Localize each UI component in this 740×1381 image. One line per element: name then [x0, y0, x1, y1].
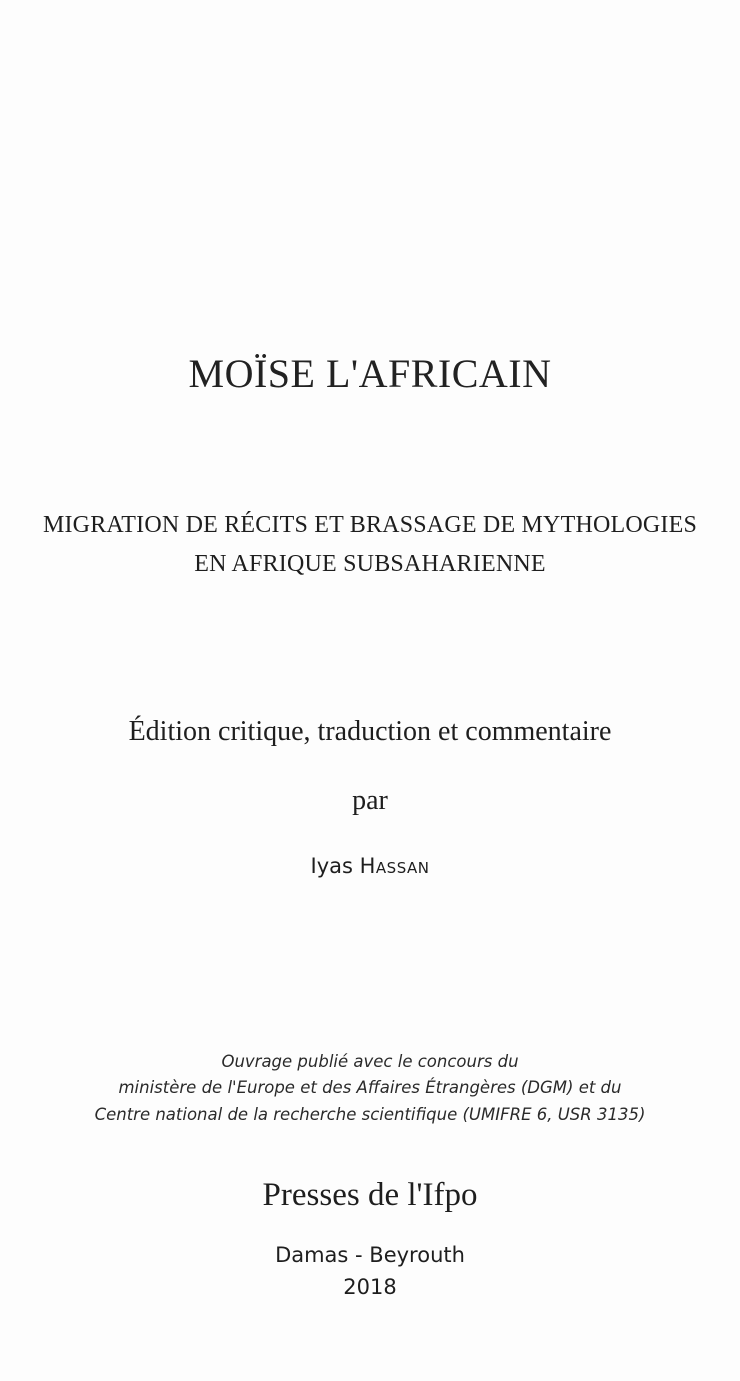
support-note-line-2: ministère de l'Europe et des Affaires Étrangères (DGM) et du — [118, 1078, 622, 1097]
author-name — [0, 854, 740, 878]
author-last-name: Hassan — [359, 854, 430, 878]
publication-year: 2018 — [343, 1275, 397, 1299]
edition-statement: Édition critique, traduction et commentaire — [128, 716, 612, 747]
publication-place: Damas - Beyrouth — [275, 1243, 465, 1267]
by-label: par — [352, 785, 388, 816]
support-note-line-3: Centre national de la recherche scientifique (UMIFRE 6, USR 3135) — [94, 1105, 646, 1124]
publisher-name: Presses de l'Ifpo — [262, 1177, 478, 1213]
subtitle-line-2: EN AFRIQUE SUBSAHARIENNE — [194, 551, 546, 577]
author-first-name: Iyas — [310, 854, 353, 878]
support-note-line-1: Ouvrage publié avec le concours du — [221, 1052, 519, 1071]
subtitle-line-1: MIGRATION DE RÉCITS ET BRASSAGE DE MYTHOLOGIES — [42, 512, 698, 538]
book-title: MOÏSE L'AFRICAIN — [188, 351, 552, 396]
